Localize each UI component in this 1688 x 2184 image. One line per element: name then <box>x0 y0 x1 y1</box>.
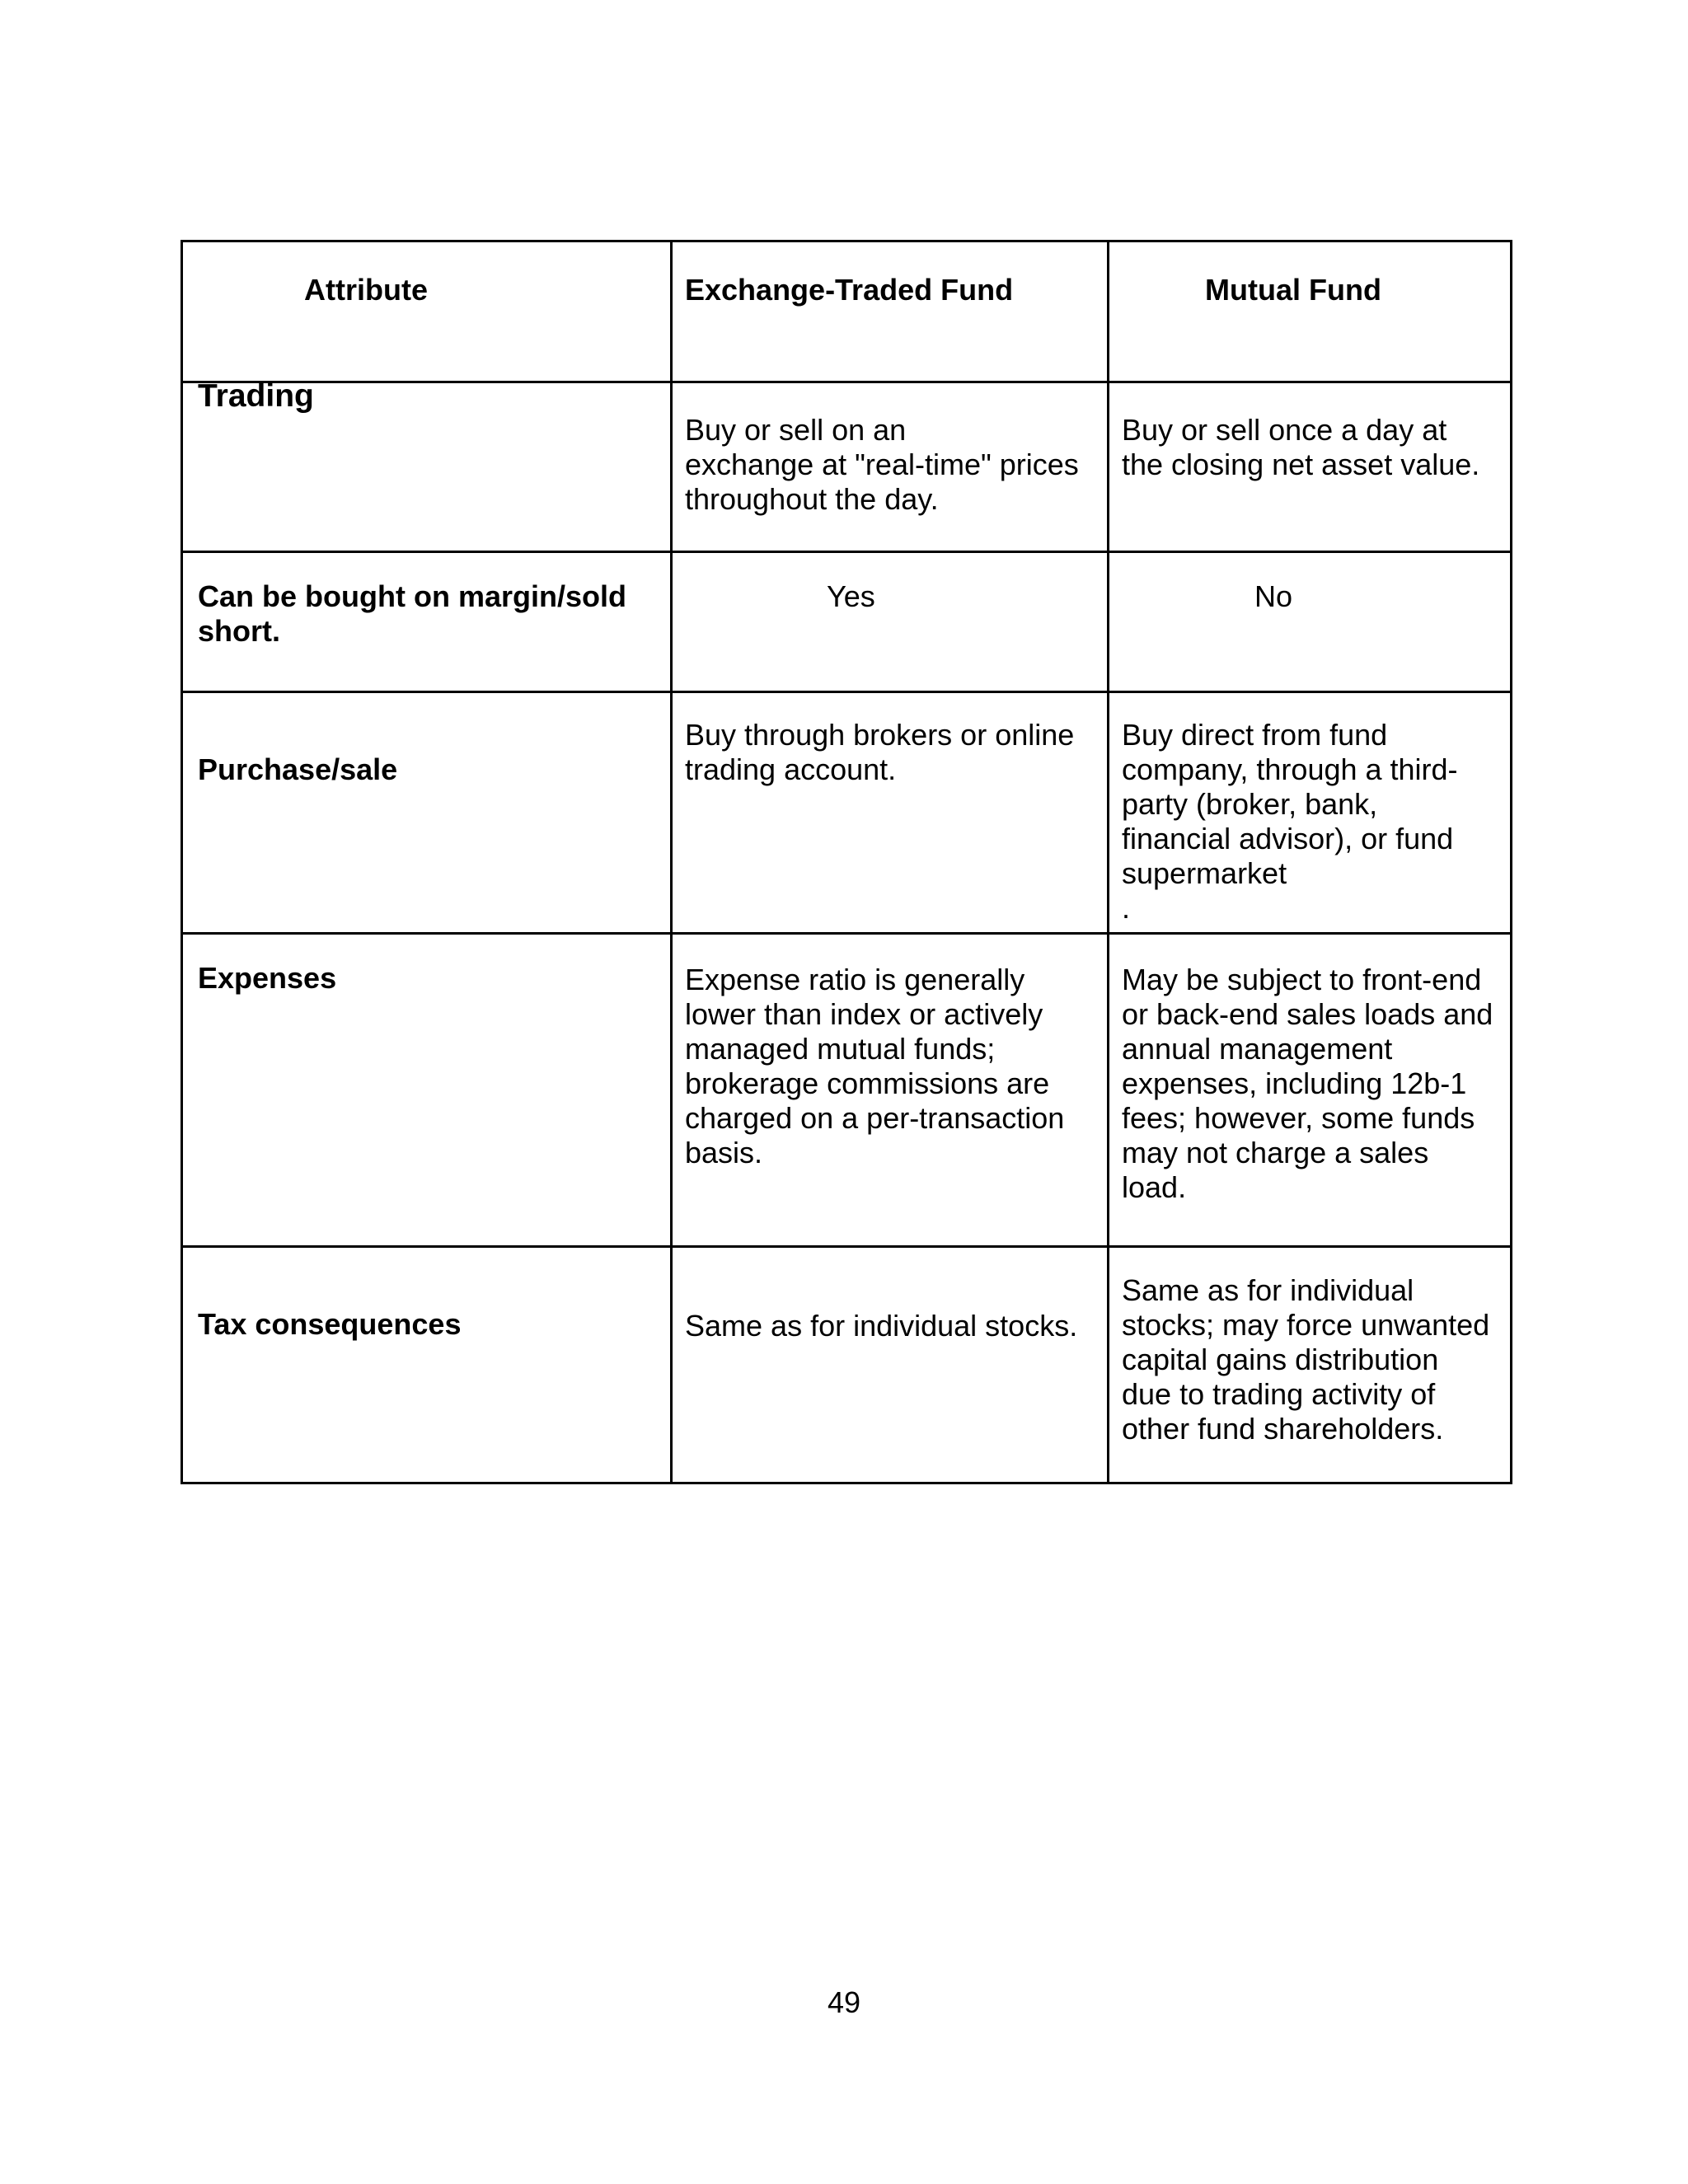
text-line: basis. <box>685 1136 763 1169</box>
text-line: Buy through brokers or online <box>685 718 1075 752</box>
row-trading-attribute: Trading <box>198 378 314 414</box>
row-divider <box>183 1245 1510 1248</box>
comparison-table <box>181 240 1512 1484</box>
text-line: short. <box>198 614 281 648</box>
text-line: Expense ratio is generally <box>685 963 1025 996</box>
text-line: Can be bought on margin/sold <box>198 579 626 613</box>
text-line: charged on a per-transaction <box>685 1101 1065 1135</box>
text-line: may not charge a sales <box>1122 1136 1429 1169</box>
text-line: throughout the day. <box>685 482 939 516</box>
header-etf: Exchange-Traded Fund <box>685 273 1014 307</box>
text-line: annual management <box>1122 1032 1393 1066</box>
row-expenses-attribute: Expenses <box>198 961 337 995</box>
text-line: Buy direct from fund <box>1122 718 1388 752</box>
column-divider <box>1107 242 1109 1482</box>
text-line: Buy or sell once a day at <box>1122 413 1447 447</box>
row-margin-mutual-fund: No <box>1254 579 1293 613</box>
text-line: May be subject to front-end <box>1122 963 1482 996</box>
row-tax-attribute: Tax consequences <box>198 1307 462 1341</box>
text-line: stocks; may force unwanted <box>1122 1308 1490 1342</box>
text-line: managed mutual funds; <box>685 1032 996 1066</box>
text-line: . <box>1122 891 1131 925</box>
row-tax-etf: Same as for individual stocks. <box>685 1309 1078 1343</box>
row-expenses-etf <box>685 963 1064 1170</box>
text-line: capital gains distribution <box>1122 1343 1439 1376</box>
row-margin-etf: Yes <box>827 579 875 613</box>
text-line: other fund shareholders. <box>1122 1412 1444 1446</box>
column-divider <box>670 242 673 1482</box>
text-line: exchange at "real-time" prices <box>685 448 1079 481</box>
text-line: financial advisor), or fund <box>1122 822 1454 855</box>
text-line: company, through a third- <box>1122 752 1458 786</box>
text-line: brokerage commissions are <box>685 1066 1050 1100</box>
row-divider <box>183 551 1510 553</box>
text-line: trading account. <box>685 752 897 786</box>
text-line: load. <box>1122 1170 1187 1204</box>
row-margin-attribute <box>198 579 626 649</box>
row-trading-etf <box>685 413 1079 517</box>
row-purchase-attribute: Purchase/sale <box>198 752 398 786</box>
row-divider <box>183 932 1510 935</box>
row-trading-mutual-fund <box>1122 413 1479 482</box>
row-expenses-mutual-fund <box>1122 963 1493 1205</box>
text-line: Buy or sell on an <box>685 413 907 447</box>
text-line: the closing net asset value. <box>1122 448 1480 481</box>
text-line: fees; however, some funds <box>1122 1101 1475 1135</box>
row-divider <box>183 691 1510 693</box>
text-line: due to trading activity of <box>1122 1377 1436 1411</box>
text-line: party (broker, bank, <box>1122 787 1378 821</box>
row-purchase-mutual-fund <box>1122 718 1458 926</box>
row-tax-mutual-fund <box>1122 1273 1489 1446</box>
header-mutual-fund: Mutual Fund <box>1205 273 1381 307</box>
page-number: 49 <box>827 1985 861 2019</box>
text-line: supermarket <box>1122 856 1287 890</box>
row-purchase-etf <box>685 718 1074 787</box>
header-attribute: Attribute <box>304 273 428 307</box>
text-line: lower than index or actively <box>685 997 1043 1031</box>
text-line: expenses, including 12b-1 <box>1122 1066 1467 1100</box>
row-divider <box>183 381 1510 383</box>
text-line: Same as for individual <box>1122 1273 1414 1307</box>
text-line: or back-end sales loads and <box>1122 997 1493 1031</box>
